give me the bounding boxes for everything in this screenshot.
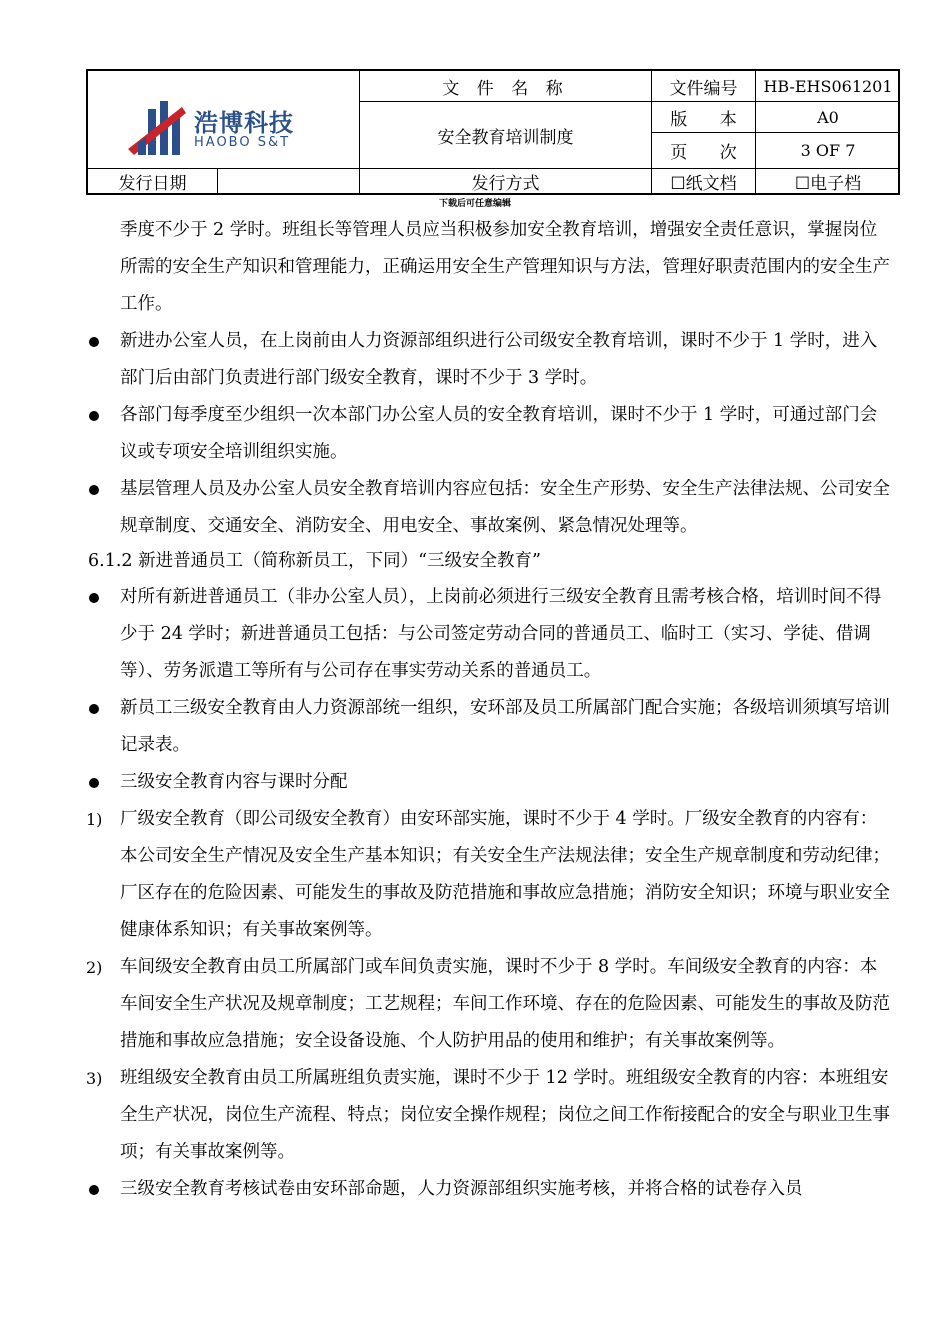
version-label: 版 本	[670, 109, 737, 130]
issue-date-value	[218, 169, 359, 193]
paragraph-text: 各部门每季度至少组织一次本部门办公室人员的安全教育培训，课时不少于 1 学时，可通过部门会议或专项安全培训组织实施。	[120, 405, 878, 462]
version-value: A0	[817, 107, 839, 127]
paragraph	[84, 471, 894, 545]
paragraph	[84, 949, 894, 1060]
file-name-label: 文 件 名 称	[442, 78, 569, 99]
paragraph-text: 三级安全教育内容与课时分配	[120, 772, 348, 792]
paragraph	[84, 1060, 894, 1171]
paragraph	[84, 1171, 894, 1208]
bullet-icon	[89, 1185, 99, 1195]
paragraph-text: 对所有新进普通员工（非办公室人员），上岗前必须进行三级安全教育且需考核合格，培训时间不得少于 24 学时；新进普通员工包括：与公司签定劳动合同的普通员工、临时工（实习、学徒、借调等）、劳务派遣工等所有与公司存在事实劳动关系的普通员工。	[120, 587, 882, 681]
paragraph	[84, 579, 894, 690]
paragraph	[84, 323, 894, 397]
paragraph-text: 车间级安全教育由员工所属部门或车间负责实施，课时不少于 8 学时。车间级安全教育的内容：本车间安全生产状况及规章制度；工艺规程；车间工作环境、存在的危险因素、可能发生的事故及防范措施和事故应急措施；安全设备设施、个人防护用品的使用和维护；有关事故案例等。	[120, 957, 890, 1051]
logo-chinese-text: 浩博科技	[194, 109, 294, 137]
bullet-icon	[89, 593, 99, 603]
page-label: 页 次	[670, 143, 737, 163]
paragraph-text: 6.1.2 新进普通员工（简称新员工，下同）“三级安全教育”	[88, 551, 541, 571]
company-logo	[126, 99, 336, 159]
download-caption: 下载后可任意编辑	[438, 199, 511, 209]
paper-document-option: ☐纸文档	[670, 173, 737, 194]
paragraph	[84, 397, 894, 471]
electronic-document-option: ☐电子档	[794, 173, 862, 194]
paragraph	[84, 690, 894, 764]
bullet-icon	[89, 704, 99, 714]
list-number: 3)	[86, 1069, 103, 1088]
section-heading	[84, 545, 894, 577]
doc-no-value: HB-EHS061201	[763, 76, 893, 96]
paragraph-text: 班组级安全教育由员工所属班组负责实施，课时不少于 12 学时。班组级安全教育的内容：本班组安全生产状况，岗位生产流程、特点；岗位安全操作规程；岗位之间工作衔接配合的安全与职业卫生事项；有关事故案例等。	[120, 1068, 890, 1162]
paragraph-text: 新员工三级安全教育由人力资源部统一组织，安环部及员工所属部门配合实施；各级培训须填写培训记录表。	[120, 698, 890, 755]
paragraph	[84, 801, 894, 949]
logo-english-text: HAOBO S&T	[194, 135, 291, 150]
logo-mark-icon	[126, 99, 188, 157]
paragraph	[84, 764, 894, 801]
document-header-table	[86, 69, 900, 195]
list-number: 1)	[86, 810, 103, 829]
bullet-icon	[89, 778, 99, 788]
paragraph-text: 季度不少于 2 学时。班组长等管理人员应当积极参加安全教育培训，增强安全责任意识，掌握岗位所需的安全生产知识和管理能力，正确运用安全生产管理知识与方法，管理好职责范围内的安全生产工作。	[120, 220, 890, 314]
list-number: 2)	[86, 958, 103, 977]
paragraph-text: 基层管理人员及办公室人员安全教育培训内容应包括：安全生产形势、安全生产法律法规、公司安全规章制度、交通安全、消防安全、用电安全、事故案例、紧急情况处理等。	[120, 479, 890, 536]
paragraph-text: 三级安全教育考核试卷由安环部命题，人力资源部组织实施考核，并将合格的试卷存入员	[120, 1179, 803, 1199]
paragraph-text: 厂级安全教育（即公司级安全教育）由安环部实施，课时不少于 4 学时。厂级安全教育的内容有：本公司安全生产情况及安全生产基本知识；有关安全生产法规法律；安全生产规章制度和劳动纪律；厂区存在的危险因素、可能发生的事故及防范措施和事故应急措施；消防安全知识；环境与职业安全健康体系知识；有关事故案例等。	[120, 809, 890, 940]
issue-date-label: 发行日期	[118, 173, 187, 194]
file-name-value: 安全教育培训制度	[437, 127, 574, 148]
paragraph-text: 新进办公室人员，在上岗前由人力资源部组织进行公司级安全教育培训，课时不少于 1 学时，进入部门后由部门负责进行部门级安全教育，课时不少于 3 学时。	[120, 331, 878, 388]
bullet-icon	[89, 337, 99, 347]
document-body	[84, 212, 894, 1208]
bullet-icon	[89, 411, 99, 421]
page-value: 3 OF 7	[800, 141, 856, 160]
paragraph	[84, 212, 894, 323]
doc-no-label: 文件编号	[669, 78, 738, 99]
issue-method-label: 发行方式	[471, 173, 540, 194]
bullet-icon	[89, 485, 99, 495]
